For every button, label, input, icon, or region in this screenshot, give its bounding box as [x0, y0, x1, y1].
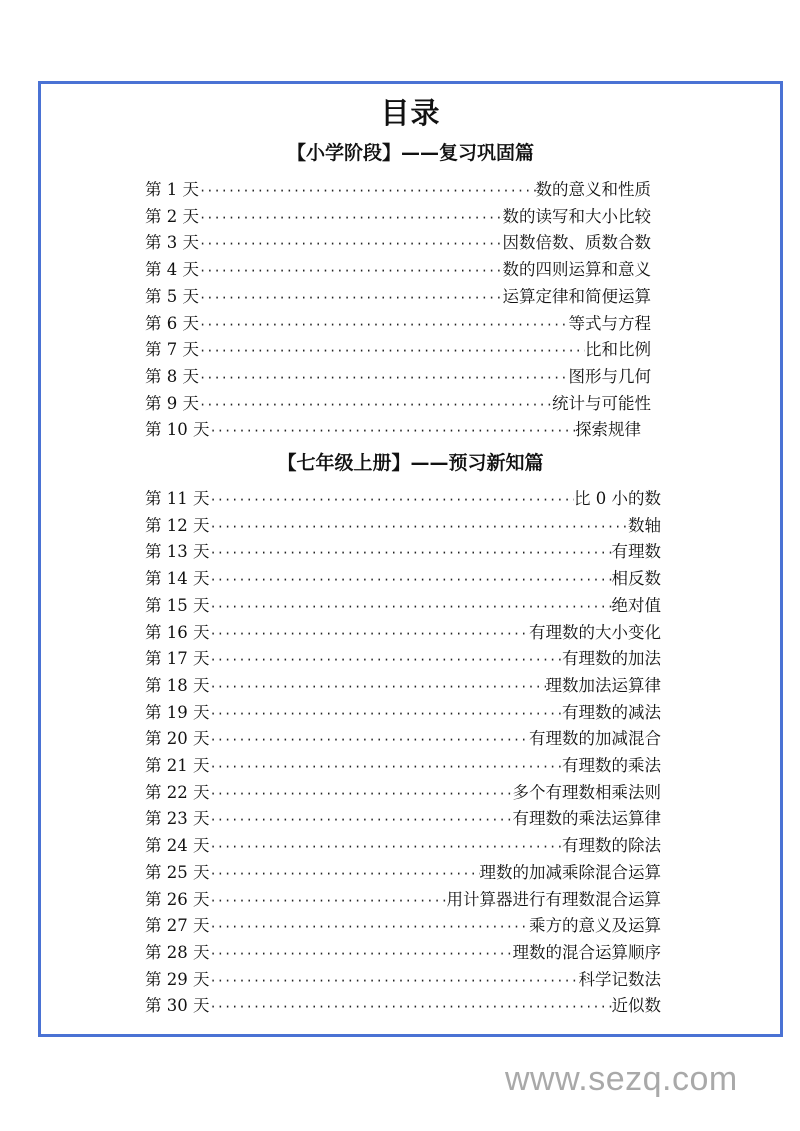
toc-entry[interactable]: [145, 886, 661, 912]
toc-topic-label: 多个有理数相乘法则: [512, 782, 661, 802]
toc-day-label: 第 16 天: [145, 622, 210, 642]
toc-day-label: 第 8 天: [145, 366, 199, 386]
toc-day-label: 第 9 天: [145, 393, 199, 413]
toc-entry[interactable]: [145, 592, 661, 618]
toc-topic-label: 等式与方程: [568, 313, 651, 333]
toc-day-label: 第 15 天: [145, 595, 210, 615]
toc-day-label: 第 3 天: [145, 233, 199, 253]
toc-topic-label: 相反数: [611, 569, 661, 589]
toc-entry[interactable]: [145, 390, 651, 416]
toc-day-label: 第 17 天: [145, 649, 210, 669]
toc-entry[interactable]: [145, 416, 641, 442]
dot-leader: [210, 680, 546, 694]
dot-leader: [210, 424, 576, 438]
toc-day-label: 第 7 天: [145, 340, 199, 360]
toc-topic-label: 绝对值: [611, 595, 661, 615]
toc-entry[interactable]: [145, 912, 661, 938]
toc-day-label: 第 23 天: [145, 809, 210, 829]
toc-entry[interactable]: [145, 512, 661, 538]
dot-leader: [199, 398, 552, 412]
toc-entry[interactable]: [145, 256, 651, 282]
toc-day-label: 第 28 天: [145, 942, 210, 962]
toc-day-label: 第 29 天: [145, 969, 210, 989]
dot-leader: [210, 573, 612, 587]
section-heading-grade7: 【七年级上册】——预习新知篇: [277, 452, 544, 474]
dot-leader: [210, 627, 530, 641]
toc-day-label: 第 11 天: [145, 489, 210, 508]
toc-entry[interactable]: [145, 805, 661, 831]
toc-topic-label: 科学记数法: [578, 969, 661, 989]
toc-entry[interactable]: [145, 752, 661, 778]
dot-leader: [210, 707, 563, 721]
dot-leader: [199, 211, 503, 225]
toc-topic-label: 数的意义和性质: [535, 180, 651, 199]
dot-leader: [210, 920, 530, 934]
toc-topic-label: 理数的混合运算顺序: [512, 942, 661, 962]
toc-topic-label: 因数倍数、质数合数: [502, 233, 651, 253]
toc-day-label: 第 2 天: [145, 206, 199, 226]
dot-leader: [210, 894, 447, 908]
toc-topic-label: 运算定律和简便运算: [502, 286, 651, 306]
dot-leader: [210, 840, 563, 854]
toc-entry[interactable]: [145, 725, 661, 751]
toc-frame: [38, 81, 783, 1037]
toc-topic-label: 有理数的乘法: [562, 756, 661, 775]
toc-entry[interactable]: [145, 485, 661, 511]
dot-leader: [210, 600, 612, 614]
toc-topic-label: 有理数的加减混合: [529, 729, 661, 749]
toc-topic-label: 数的四则运算和意义: [502, 260, 651, 280]
toc-topic-label: 理数的加减乘除混合运算: [479, 862, 661, 882]
toc-entry[interactable]: [145, 645, 661, 671]
toc-entry[interactable]: [145, 699, 661, 725]
toc-entry[interactable]: [145, 203, 651, 229]
toc-day-label: 第 4 天: [145, 260, 199, 280]
toc-day-label: 第 13 天: [145, 542, 210, 562]
dot-leader: [210, 520, 629, 534]
toc-day-label: 第 21 天: [145, 756, 210, 775]
dot-leader: [199, 237, 503, 251]
toc-day-label: 第 6 天: [145, 313, 199, 333]
toc-topic-label: 有理数的减法: [562, 702, 661, 722]
dot-leader: [210, 653, 563, 667]
toc-entry[interactable]: [145, 565, 661, 591]
dot-leader: [199, 184, 536, 198]
dot-leader: [210, 867, 480, 881]
dot-leader: [199, 371, 569, 385]
toc-entry[interactable]: [145, 538, 661, 564]
dot-leader: [210, 493, 575, 507]
dot-leader: [210, 974, 579, 988]
toc-day-label: 第 10 天: [145, 420, 210, 440]
toc-day-label: 第 19 天: [145, 702, 210, 722]
toc-entry[interactable]: [145, 229, 651, 255]
page-title: 目录: [380, 96, 441, 130]
dot-leader: [210, 546, 612, 560]
dot-leader: [199, 264, 503, 278]
dot-leader: [199, 318, 569, 332]
toc-entry[interactable]: [145, 966, 661, 992]
toc-topic-label: 比 0 小的数: [574, 489, 661, 508]
toc-entry[interactable]: [145, 672, 661, 698]
dot-leader: [199, 344, 585, 358]
toc-entry[interactable]: [145, 363, 651, 389]
toc-entry[interactable]: [145, 779, 661, 805]
toc-topic-label: 图形与几何: [568, 366, 651, 386]
toc-day-label: 第 20 天: [145, 729, 210, 749]
toc-topic-label: 比和比例: [585, 340, 651, 360]
toc-topic-label: 有理数: [611, 542, 661, 562]
toc-topic-label: 有理数的加法: [562, 649, 661, 669]
toc-day-label: 第 22 天: [145, 782, 210, 802]
toc-day-label: 第 1 天: [145, 180, 199, 199]
section-heading-primary: 【小学阶段】——复习巩固篇: [286, 142, 534, 164]
toc-entry[interactable]: [145, 176, 651, 202]
toc-day-label: 第 25 天: [145, 862, 210, 882]
toc-topic-label: 乘方的意义及运算: [529, 916, 661, 936]
dot-leader: [210, 760, 563, 774]
toc-entry[interactable]: [145, 859, 661, 885]
dot-leader: [210, 1000, 612, 1014]
toc-entry[interactable]: [145, 992, 661, 1018]
toc-entry[interactable]: [145, 310, 651, 336]
toc-day-label: 第 14 天: [145, 569, 210, 589]
dot-leader: [210, 787, 513, 801]
toc-entry[interactable]: [145, 939, 661, 965]
dot-leader: [210, 733, 530, 747]
toc-day-label: 第 12 天: [145, 515, 210, 535]
toc-day-label: 第 26 天: [145, 889, 210, 909]
toc-topic-label: 近似数: [611, 996, 661, 1016]
dot-leader: [199, 291, 503, 305]
toc-topic-label: 理数加法运算律: [545, 675, 661, 695]
toc-day-label: 第 30 天: [145, 996, 210, 1016]
toc-topic-label: 有理数的乘法运算律: [512, 809, 661, 829]
toc-entry[interactable]: [145, 619, 661, 645]
dot-leader: [210, 813, 513, 827]
toc-topic-label: 统计与可能性: [552, 393, 651, 413]
toc-topic-label: 有理数的除法: [562, 836, 661, 856]
toc-topic-label: 数轴: [628, 515, 661, 535]
toc-entry[interactable]: [145, 832, 661, 858]
toc-topic-label: 数的读写和大小比较: [502, 206, 651, 226]
toc-topic-label: 用计算器进行有理数混合运算: [446, 889, 661, 909]
toc-day-label: 第 27 天: [145, 916, 210, 936]
toc-day-label: 第 5 天: [145, 286, 199, 306]
watermark: www.sezq.com: [505, 1060, 738, 1098]
toc-entry[interactable]: [145, 283, 651, 309]
toc-topic-label: 探索规律: [575, 420, 641, 440]
toc-topic-label: 有理数的大小变化: [529, 622, 661, 642]
toc-day-label: 第 24 天: [145, 836, 210, 856]
dot-leader: [210, 947, 513, 961]
toc-entry[interactable]: [145, 336, 651, 362]
toc-day-label: 第 18 天: [145, 675, 210, 695]
